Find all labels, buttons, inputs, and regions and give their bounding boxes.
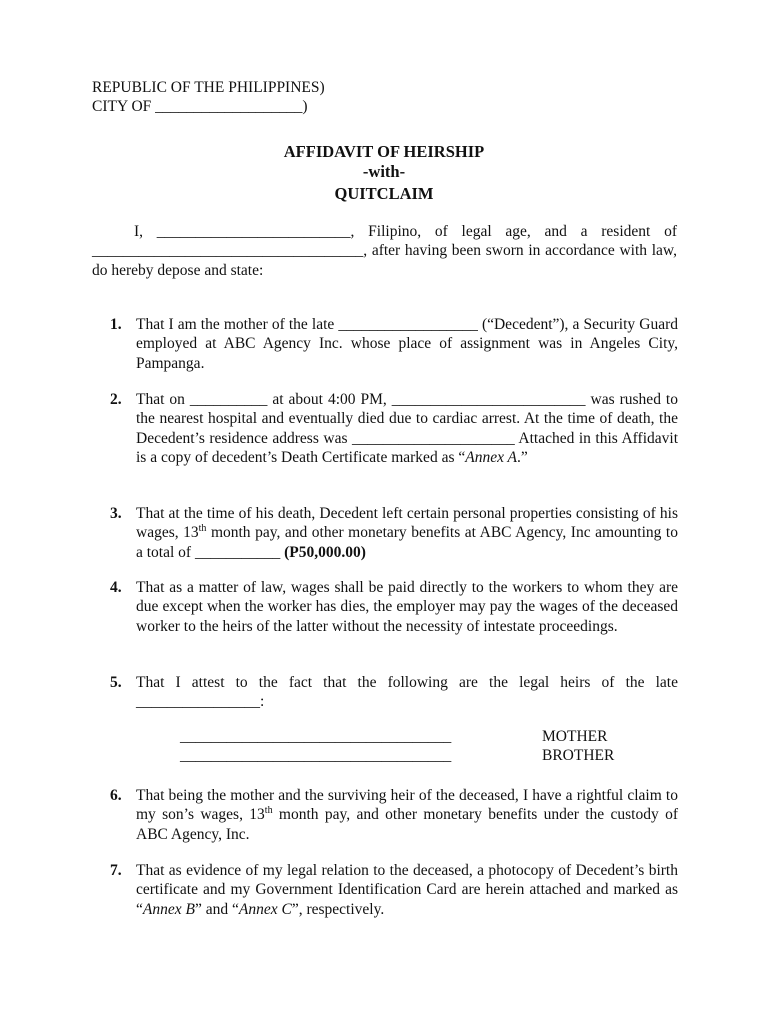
title-line-1: AFFIDAVIT OF HEIRSHIP (283, 142, 485, 161)
title-line-3: QUITCLAIM (334, 184, 434, 203)
item-number: 5. (110, 674, 122, 691)
heir-name-blank: ___________________________________ (180, 728, 452, 745)
item-text-part: That as evidence of my legal relation to the deceased, a photocopy of Decedent’s birth certificate and my Government Identification Card are herein attached and marked as “ (136, 862, 678, 918)
list-item-2 (110, 390, 678, 467)
city-line: CITY OF ___________________) (92, 98, 308, 115)
item-text: That I am the mother of the late __________________ (“Decedent”), a Security Guard employed at ABC Agency Inc. whose place of assignment was in Angeles City, Pampanga. (136, 316, 678, 372)
item-number: 4. (110, 579, 122, 596)
list-item-3 (110, 504, 678, 562)
intro-paragraph (92, 222, 677, 280)
item-text-part: month pay, and other monetary benefits at ABC Agency, Inc amounting to a total of ___________ (136, 524, 678, 561)
item-text-part: .” (517, 448, 528, 466)
item-text-part: ”, respectively. (291, 900, 385, 918)
item-number: 7. (110, 862, 122, 879)
item-number: 1. (110, 316, 122, 333)
heir-relation: MOTHER (542, 728, 608, 745)
item-text-part: ” and “ (194, 900, 239, 918)
item-text-part: That being the mother and the surviving heir of the deceased, I have a rightful claim to my son’s wages, 13 (136, 787, 678, 824)
item-text-part: That on __________ at about 4:00 PM, _________________________ was rushed to the nearest hospital and eventually died due to cardiac arrest. At the time of death, the Decedent’s residence address was _____________________ Attached in this Affidavit is a copy of decedent’s Death Certificate marked as “ (136, 391, 678, 466)
item-text-part: That at the time of his death, Decedent left certain personal properties consisting of his wages, 13 (136, 505, 678, 542)
heir-relation: BROTHER (542, 747, 615, 764)
heir-name-blank: ___________________________________ (180, 747, 452, 764)
intro-text: I, _________________________, Filipino, of legal age, and a resident of ___________________________________, after having been sworn in accordance with law, do hereby depose and state: (92, 223, 677, 279)
item-number: 6. (110, 787, 122, 804)
item-text (136, 786, 678, 844)
amount-value: (P50,000.00) (284, 543, 366, 561)
heirs-list (180, 727, 640, 765)
title-line-2: -with- (362, 162, 406, 181)
item-text: That as a matter of law, wages shall be paid directly to the workers to whom they are due except when the worker has dies, the employer may pay the wages of the deceased worker to the heirs of the latter without the necessity of intestate proceedings. (136, 579, 678, 635)
list-item-4 (110, 578, 678, 636)
item-text-part: month pay, and other monetary benefits under the custody of ABC Agency, Inc. (136, 806, 678, 843)
list-item-1 (110, 315, 678, 373)
annex-c-label: Annex C (238, 900, 292, 918)
heir-row (180, 727, 640, 746)
list-item-6 (110, 786, 678, 844)
item-text (136, 861, 678, 919)
document-title (0, 142, 768, 204)
list-item-7 (110, 861, 678, 919)
annex-a-label: Annex A (465, 448, 518, 466)
republic-line: REPUBLIC OF THE PHILIPPINES) (92, 79, 325, 96)
venue-header (92, 78, 325, 116)
item-number: 3. (110, 505, 122, 522)
item-text (136, 504, 678, 562)
list-item-5 (110, 673, 678, 712)
item-text: That I attest to the fact that the following are the legal heirs of the late ________________: (136, 674, 678, 711)
superscript: th (264, 805, 273, 817)
heir-row (180, 746, 640, 765)
item-number: 2. (110, 391, 122, 408)
annex-b-label: Annex B (142, 900, 195, 918)
superscript: th (198, 523, 207, 535)
item-text (136, 390, 678, 467)
